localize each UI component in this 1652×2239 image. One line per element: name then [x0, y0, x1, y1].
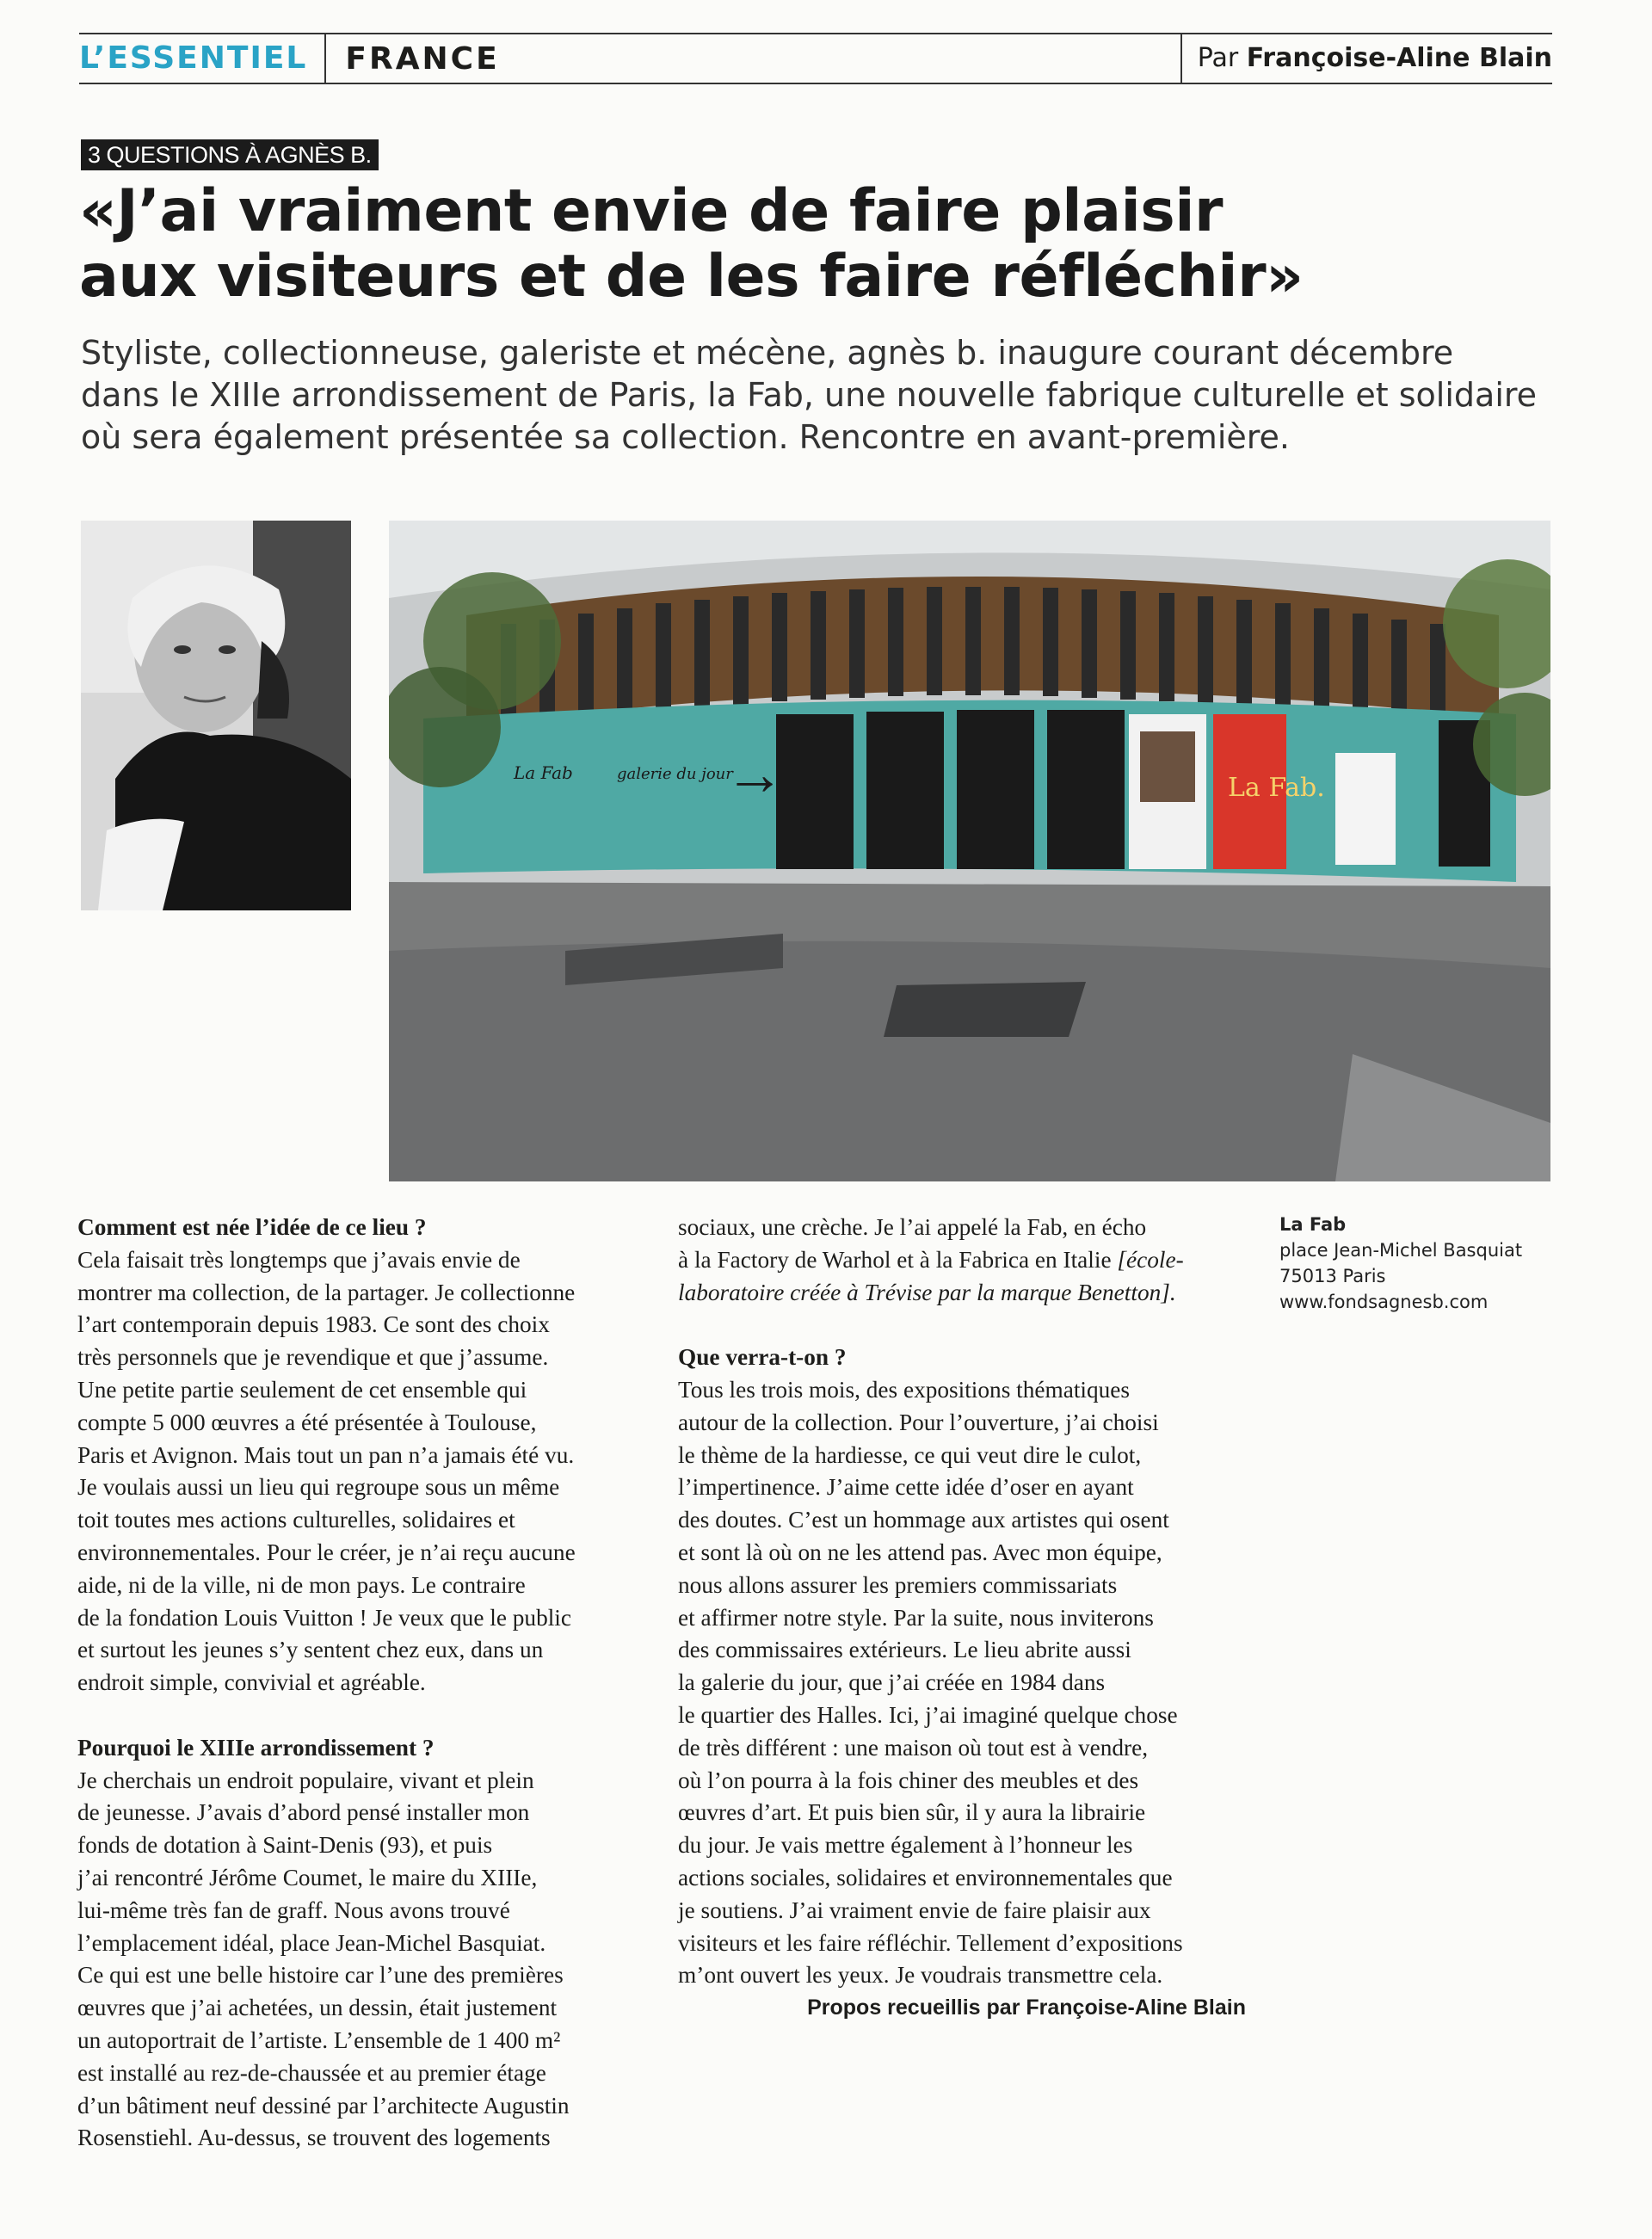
- answer-line: est installé au rez-de-chaussée et au premier étage: [77, 2059, 546, 2086]
- article-column-1: [77, 1212, 663, 2155]
- galerie-sign: galerie du jour: [617, 765, 733, 783]
- answer-line: Tous les trois mois, des expositions thématiques: [678, 1376, 1131, 1403]
- answer-line: très personnels que je revendique et que j’assume.: [77, 1344, 549, 1371]
- answer-line: [678, 1277, 1263, 1310]
- answer-line: Paris et Avignon. Mais tout un pan n’a jamais été vu.: [77, 1441, 575, 1468]
- answer-line: et sont là où on ne les attend pas. Avec mon équipe,: [678, 1539, 1162, 1565]
- answer-line: montrer ma collection, de la partager. Je collectionne: [77, 1279, 576, 1305]
- portrait-photo: [81, 521, 351, 910]
- answer-line: j’ai rencontré Jérôme Coumet, le maire du XIIIe,: [77, 1864, 538, 1891]
- answer-line: toit toutes mes actions culturelles, solidaires et: [77, 1507, 515, 1533]
- answer-line: de très différent : une maison où tout est à vendre,: [678, 1734, 1149, 1761]
- svg-text:→: →: [724, 740, 785, 807]
- answer-line: des doutes. C’est un hommage aux artistes qui osent: [678, 1507, 1169, 1533]
- standfirst-line-2: dans le XIIIe arrondissement de Paris, la Fab, une nouvelle fabrique culturelle et solidaire: [81, 376, 1538, 414]
- answer-line: fonds de dotation à Saint-Denis (93), et puis: [77, 1832, 493, 1859]
- question-1: Comment est née l’idée de ce lieu ?: [77, 1214, 427, 1240]
- kicker-label: 3 QUESTIONS À AGNÈS B.: [81, 139, 379, 170]
- answer-line: Je cherchais un endroit populaire, vivant et plein: [77, 1767, 534, 1793]
- answer-line: actions sociales, solidaires et environnementales que: [678, 1864, 1173, 1891]
- answer-line-italic-text: laboratoire créée à Trévise par la marque Benetton].: [678, 1279, 1176, 1305]
- answer-line: l’art contemporain depuis 1983. Ce sont des choix: [77, 1311, 550, 1338]
- answer-line: et affirmer notre style. Par la suite, nous inviterons: [678, 1604, 1154, 1631]
- answer-line: m’ont ouvert les yeux. Je voudrais transmettre cela.: [678, 1962, 1163, 1989]
- standfirst-line-3: où sera également présentée sa collection. Rencontre en avant-première.: [81, 418, 1290, 456]
- question-3: Que verra-t-on ?: [678, 1344, 847, 1371]
- venue-info-box: [1279, 1212, 1555, 1315]
- answer-line: aide, ni de la ville, ni de mon pays. Le contraire: [77, 1571, 526, 1598]
- answer-line: l’impertinence. J’aime cette idée d’oser en ayant: [678, 1474, 1134, 1501]
- interview-credit: Propos recueillis par Françoise-Aline Blain: [807, 1995, 1246, 2020]
- headline-line-2: aux visiteurs et de les faire réfléchir»: [79, 243, 1304, 311]
- answer-line: autour de la collection. Pour l’ouverture, j’ai choisi: [678, 1409, 1159, 1435]
- answer-line: endroit simple, convivial et agréable.: [77, 1669, 426, 1696]
- answer-line: je soutiens. J’ai vraiment envie de faire plaisir aux: [678, 1897, 1151, 1923]
- country-label: FRANCE: [345, 40, 500, 77]
- answer-line: compte 5 000 œuvres a été présentée à Toulouse,: [77, 1409, 537, 1435]
- headline: [79, 179, 1559, 310]
- headline-line-1: «J’ai vraiment envie de faire plaisir: [79, 177, 1224, 245]
- answer-line: visiteurs et les faire réfléchir. Tellement d’expositions: [678, 1929, 1183, 1956]
- answer-line: Rosenstiehl. Au-dessus, se trouvent des logements: [77, 2125, 551, 2151]
- venue-name: La Fab: [1279, 1214, 1347, 1235]
- answer-line: œuvres d’art. Et puis bien sûr, il y aura la librairie: [678, 1799, 1146, 1826]
- venue-address-line-1: place Jean-Michel Basquiat: [1279, 1240, 1523, 1261]
- venue-address-line-2: 75013 Paris: [1279, 1266, 1386, 1286]
- answer-line: et surtout les jeunes s’y sentent chez eux, dans un: [77, 1637, 544, 1663]
- answer-line: Je voulais aussi un lieu qui regroupe sous un même: [77, 1474, 560, 1501]
- author-byline: [1180, 34, 1552, 83]
- standfirst: [81, 332, 1561, 459]
- standfirst-line-1: Styliste, collectionneuse, galeriste et mécène, agnès b. inaugure courant décembre: [81, 334, 1454, 372]
- answer-1: [77, 1244, 663, 1699]
- section-label: L’ESSENTIEL: [79, 34, 326, 83]
- answer-line: Ce qui est une belle histoire car l’une des premières: [77, 1962, 564, 1989]
- answer-line: du jour. Je vais mettre également à l’honneur les: [678, 1832, 1133, 1859]
- answer-line: d’un bâtiment neuf dessiné par l’architecte Augustin: [77, 2092, 570, 2119]
- answer-line: lui-même très fan de graff. Nous avons trouvé: [77, 1897, 510, 1923]
- answer-line-text: à la Factory de Warhol et à la Fabrica en Italie: [678, 1246, 1112, 1273]
- author-name: Françoise-Aline Blain: [1246, 43, 1552, 73]
- question-2: Pourquoi le XIIIe arrondissement ?: [77, 1734, 435, 1761]
- answer-line: des commissaires extérieurs. Le lieu abrite aussi: [678, 1637, 1131, 1663]
- section-header: [79, 33, 1552, 84]
- la-fab-sign: La Fab: [514, 762, 573, 783]
- answer-line: de jeunesse. J’avais d’abord pensé installer mon: [77, 1799, 530, 1826]
- answer-line: sociaux, une crèche. Je l’ai appelé la Fab, en écho: [678, 1214, 1147, 1240]
- answer-2: [77, 1765, 663, 2156]
- answer-line: Cela faisait très longtemps que j’avais envie de: [77, 1246, 521, 1273]
- answer-line: où l’on pourra à la fois chiner des meubles et des: [678, 1767, 1139, 1793]
- answer-line: [678, 1244, 1263, 1277]
- answer-line: Une petite partie seulement de cet ensemble qui: [77, 1376, 527, 1403]
- answer-line: œuvres que j’ai achetées, un dessin, était justement: [77, 1995, 558, 2021]
- answer-line: le quartier des Halles. Ici, j’ai imaginé quelque chose: [678, 1701, 1178, 1728]
- article-column-2: [678, 1212, 1263, 2025]
- fab-sign: La Fab.: [1228, 773, 1325, 803]
- author-prefix: Par: [1197, 43, 1239, 73]
- answer-line: la galerie du jour, que j’ai créée en 1984 dans: [678, 1669, 1106, 1696]
- answer-line: le thème de la hardiesse, ce qui veut dire le culot,: [678, 1441, 1142, 1468]
- venue-website[interactable]: www.fondsagnesb.com: [1279, 1292, 1489, 1312]
- answer-line-italic: [école-: [1117, 1246, 1184, 1273]
- answer-3: [678, 1374, 1263, 1992]
- building-illustration: [389, 521, 1550, 1181]
- answer-line: environnementales. Pour le créer, je n’ai reçu aucune: [77, 1539, 576, 1565]
- portrait-illustration: [81, 521, 351, 910]
- building-photo: [389, 521, 1550, 1181]
- answer-line: l’emplacement idéal, place Jean-Michel Basquiat.: [77, 1929, 546, 1956]
- answer-line: de la fondation Louis Vuitton ! Je veux que le public: [77, 1604, 572, 1631]
- answer-line: un autoportrait de l’artiste. L’ensemble de 1 400 m²: [77, 2026, 561, 2053]
- answer-2-continued: [678, 1212, 1263, 1309]
- answer-line: nous allons assurer les premiers commissariats: [678, 1571, 1118, 1598]
